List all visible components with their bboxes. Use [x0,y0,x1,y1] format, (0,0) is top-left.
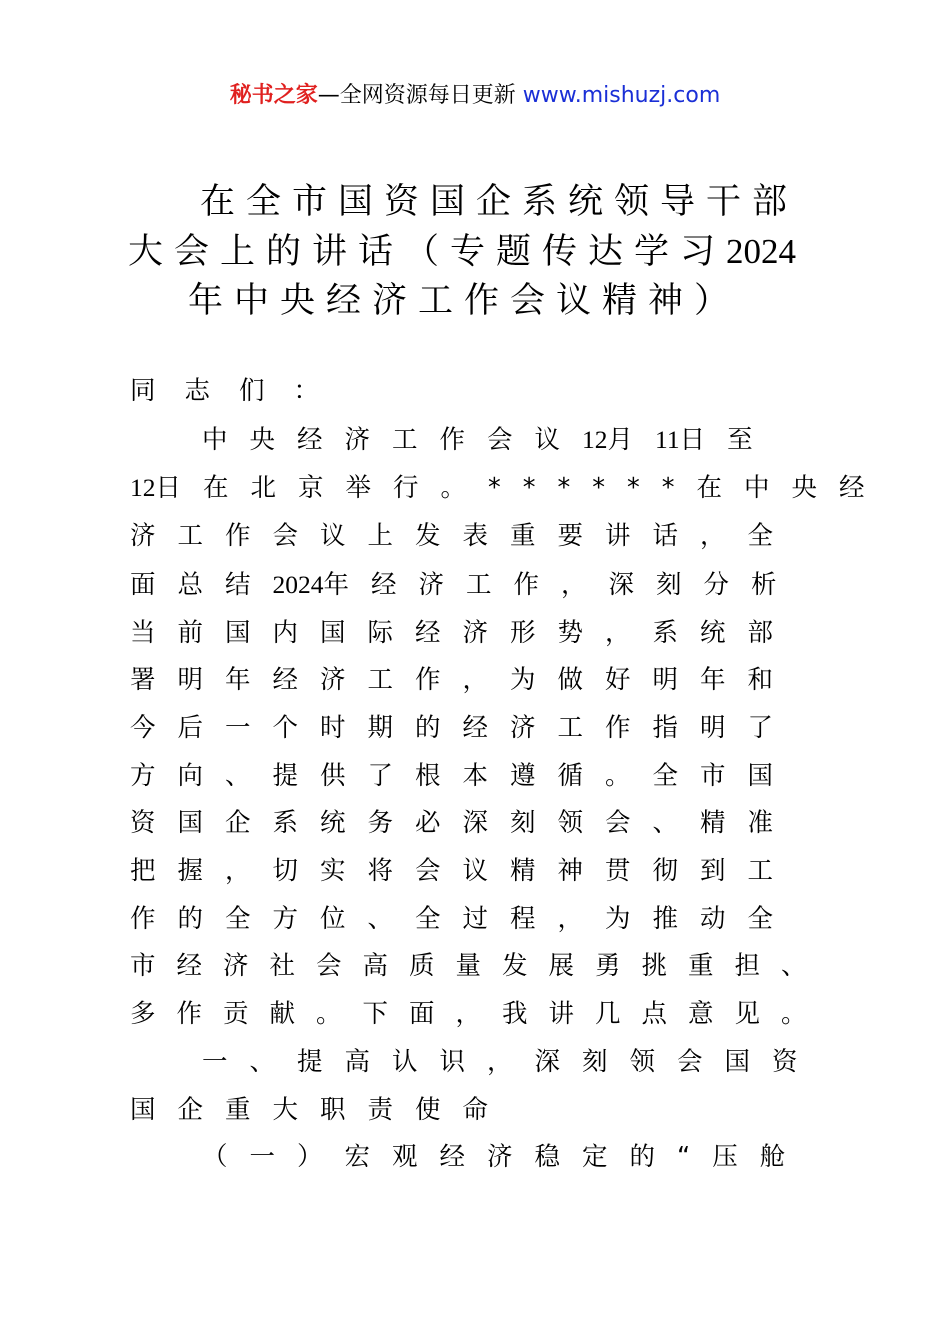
body-line: 当前国内国际经济形势，系统部 [130,617,796,648]
title-line-3: 年中央经济工作会议精神） [188,281,741,321]
site-name: 秘书之家 [229,83,318,108]
site-url-link[interactable]: www.mishuzj.com [522,83,721,108]
body-line: 今后一个时期的经济工作指明了 [130,712,796,743]
body-line: 方向、提供了根本遵循。全市国 [130,760,796,791]
title-line-2: 大会上的讲话（专题传达学习2024 [128,232,797,272]
title-line-1: 在全市国资国企系统领导干部 [200,182,799,222]
document-body [130,368,887,1182]
body-line: 资国企系统务必深刻领会、精准 [130,808,796,839]
body-line: 面总结2024年经济工作，深刻分析 [130,569,799,600]
body-line: 把握，切实将会议精神贯彻到工 [130,856,796,887]
body-line: 作的全方位、全过程，为推动全 [130,903,796,934]
greeting: 同志们： [130,376,349,406]
section-heading-continued: 国企重大职责使命 [130,1094,511,1125]
subsection-heading: （一）宏观经济稳定的“压舱 [202,1142,808,1173]
body-line: 中央经济工作会议12月11日至 [202,424,775,455]
site-tagline: —全网资源每日更新 [317,83,523,108]
body-line: 署明年经济工作，为做好明年和 [130,665,796,696]
body-line: 济工作会议上发表重要讲话，全 [130,521,796,552]
body-line: 多作贡献。下面，我讲几点意见。 [130,999,828,1030]
site-header [0,80,950,112]
body-line: 市经济社会高质量发展勇挑重担、 [130,951,828,982]
document-title [128,178,828,326]
section-heading: 一、提高认识，深刻领会国资 [202,1046,820,1077]
body-line: 12日在北京举行。******在中央经 [130,473,887,504]
